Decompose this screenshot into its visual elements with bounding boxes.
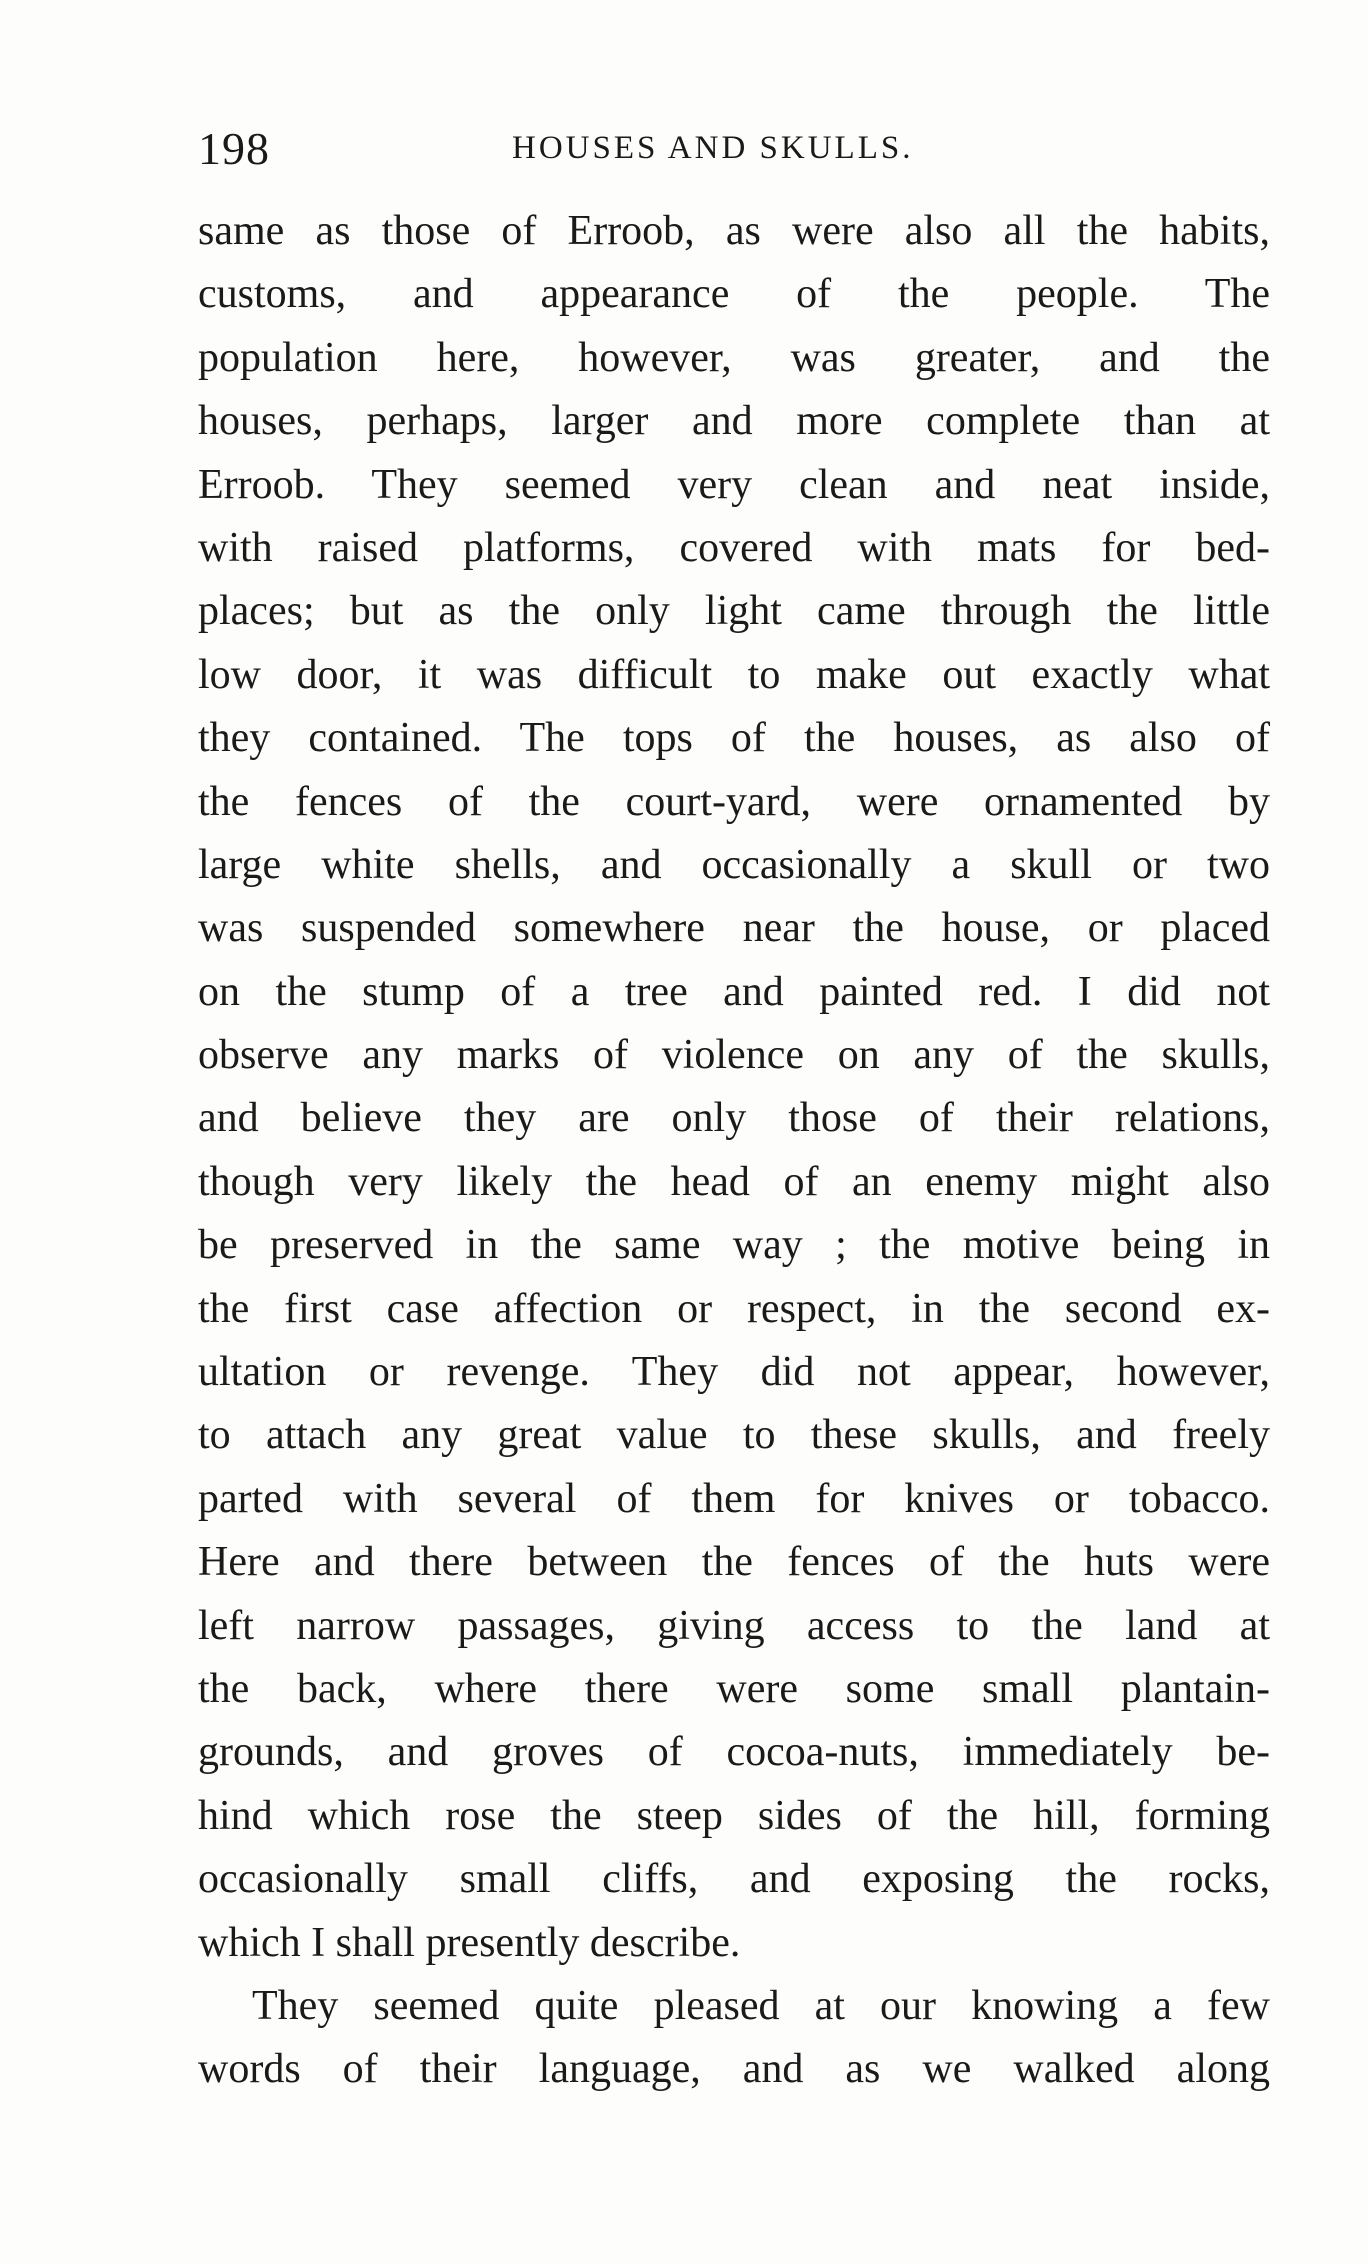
text-line: ultation or revenge. They did not appear, however, — [198, 1349, 1270, 1396]
paragraph-start-line: They seemed quite pleased at our knowing a few — [252, 1982, 1270, 2029]
page-number: 198 — [198, 123, 270, 174]
text-line: hind which rose the steep sides of the hill, forming — [198, 1792, 1270, 1839]
text-line: customs, and appearance of the people. The — [198, 271, 1270, 318]
text-line: parted with several of them for knives or tobacco. — [198, 1475, 1270, 1522]
text-line: the first case affection or respect, in the second ex- — [198, 1285, 1270, 1332]
page-header — [198, 122, 1268, 182]
text-line: with raised platforms, covered with mats for bed- — [198, 524, 1270, 571]
text-line: and believe they are only those of their relations, — [198, 1095, 1270, 1142]
text-line: population here, however, was greater, and the — [198, 334, 1270, 381]
text-line: be preserved in the same way ; the motive being in — [198, 1222, 1270, 1269]
text-line: left narrow passages, giving access to the land at — [198, 1602, 1270, 1649]
text-line: occasionally small cliffs, and exposing the rocks, — [198, 1856, 1270, 1903]
text-line: observe any marks of violence on any of the skulls, — [198, 1032, 1270, 1079]
paragraph-end-line: which I shall presently describe. — [198, 1919, 741, 1966]
body-text — [198, 200, 1270, 2102]
text-line: was suspended somewhere near the house, or placed — [198, 905, 1270, 952]
text-line: words of their language, and as we walked along — [198, 2046, 1270, 2093]
text-line: large white shells, and occasionally a skull or two — [198, 841, 1270, 888]
text-line: Here and there between the fences of the huts were — [198, 1539, 1270, 1586]
text-line: the back, where there were some small plantain- — [198, 1665, 1270, 1712]
text-line: though very likely the head of an enemy might also — [198, 1158, 1270, 1205]
text-line: to attach any great value to these skulls, and freely — [198, 1412, 1270, 1459]
running-head: HOUSES AND SKULLS. — [512, 130, 914, 166]
text-line: they contained. The tops of the houses, as also of — [198, 715, 1270, 762]
text-line: the fences of the court-yard, were ornamented by — [198, 778, 1270, 825]
text-line: grounds, and groves of cocoa-nuts, immediately be- — [198, 1729, 1270, 1776]
text-line: houses, perhaps, larger and more complete than at — [198, 398, 1270, 445]
text-line: same as those of Erroob, as were also all the habits, — [198, 208, 1270, 254]
text-line: places; but as the only light came through the little — [198, 588, 1270, 635]
text-line: on the stump of a tree and painted red. I did not — [198, 968, 1270, 1015]
text-line: low door, it was difficult to make out exactly what — [198, 651, 1270, 698]
text-line: Erroob. They seemed very clean and neat inside, — [198, 461, 1270, 508]
